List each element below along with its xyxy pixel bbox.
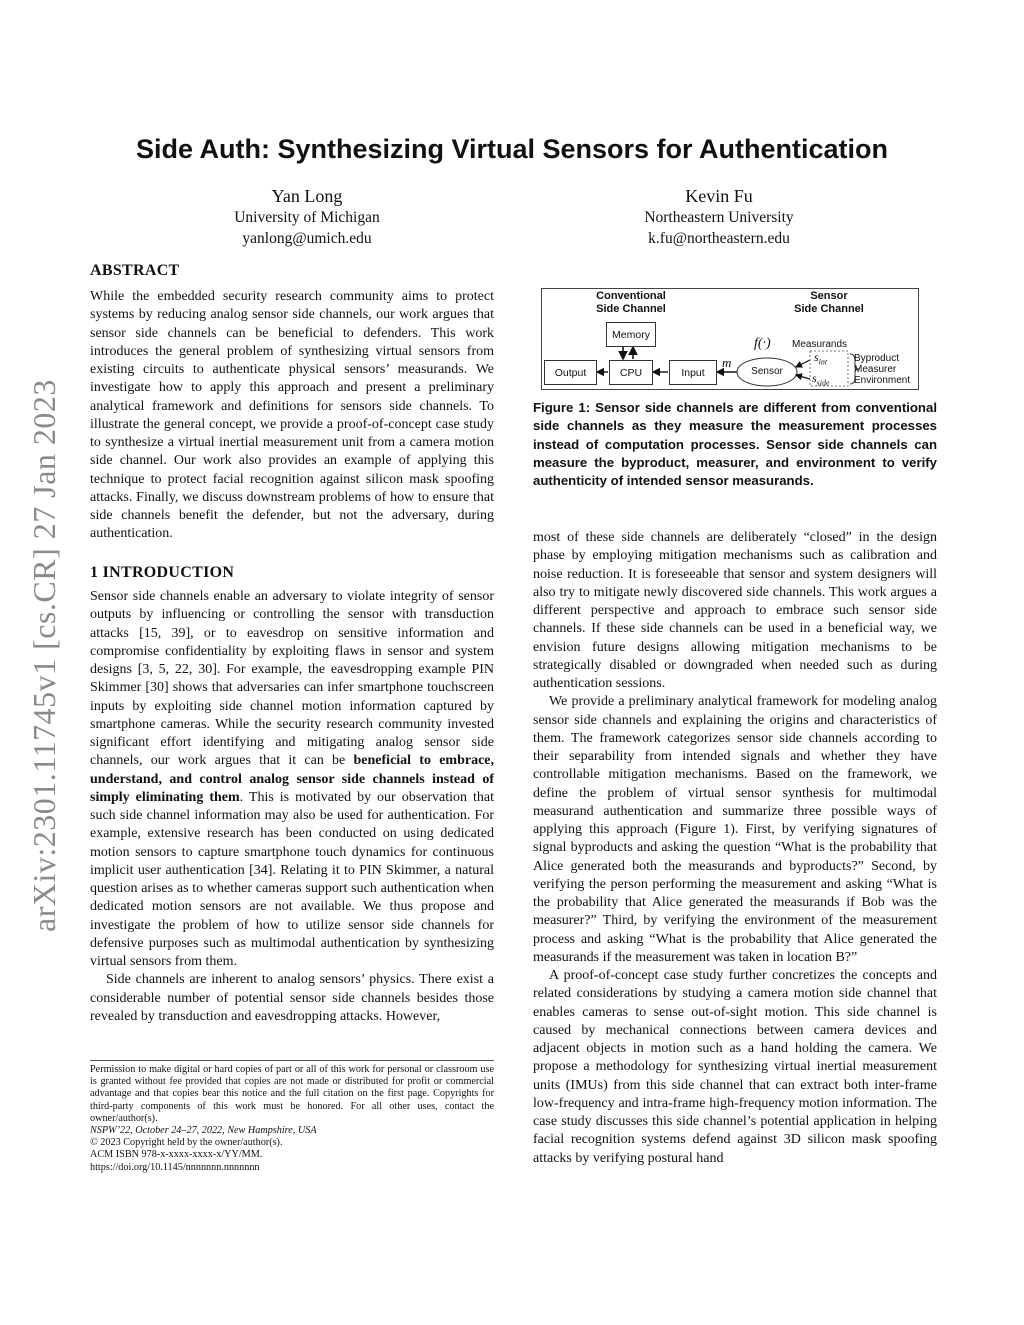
author-name: Kevin Fu xyxy=(685,186,753,206)
paper-title: Side Auth: Synthesizing Virtual Sensors for Authentication xyxy=(135,134,889,164)
byproduct-label: Byproduct xyxy=(854,353,900,364)
footnote-rule xyxy=(90,1060,494,1061)
author-affiliation: University of Michigan xyxy=(234,209,380,226)
intro-col2-paragraph-3: A proof-of-concept case study further concretizes the concepts and related considerations by studying a camera motion side channel that enables cameras to sense out-of-sight motion. This side channel is caused by mechanical connections between camera devices and adjacent objects in motion such as a hand holding the camera. We propose a methodology for synthesizing virtual inertial measurement units (IMUs) from this side channel that can extract both inter-frame low-frequency and intra-frame high-frequency motion information. The case study discusses this side channel’s potential application in helping facial recognition systems defend against 3D silicon mask spoofing attacks by verifying postural hand xyxy=(533,968,937,1166)
abstract-body xyxy=(90,288,494,544)
f-label: f(·) xyxy=(754,336,771,351)
arrow-s-side xyxy=(796,375,810,379)
arxiv-stamp-text: arXiv:2301.11745v1 [cs.CR] 27 Jan 2023 xyxy=(25,378,62,932)
figure-1 xyxy=(541,288,919,390)
intro-col2-paragraph-1: most of these side channels are deliberately “closed” in the design phase by employing mitigation mechanisms such as calibration and noise reduction. It is foreseeable that sensor and system designers will also try to mitigate newly discovered side channels. This work argues a different perspective and approach to embrace such sensor side channels. If these side channels can be used in a beneficial way, we envision future designs allowing mitigation mechanisms to be strategically disabled or downgraded when needed such as during authentication sessions. xyxy=(533,530,937,691)
figure-1-caption: Figure 1: Sensor side channels are different from conventional side channels as they measure the measurement processes instead of computation processes. Sensor side channels can measure the byproduct, measurer, and environment to verify authenticity of intended sensor measurands. xyxy=(533,400,937,489)
intro-paragraph-2: Side channels are inherent to analog sensors’ physics. There exist a considerable number of potential sensor side channels besides those revealed by transduction and eavesdropping attacks. However, xyxy=(90,972,494,1024)
footnote-copyright: © 2023 Copyright held by the owner/author(s). xyxy=(90,1137,283,1149)
header-sensor-line1: Sensor xyxy=(810,290,848,302)
header-sensor-line2: Side Channel xyxy=(794,303,864,315)
output-box: Output xyxy=(544,360,597,385)
intro-heading: 1 INTRODUCTION xyxy=(90,564,235,581)
author-block-1 xyxy=(137,186,477,249)
footnote-venue: NSPW’22, October 24–27, 2022, New Hampshire, USA xyxy=(90,1125,317,1137)
author-email[interactable]: k.fu@northeastern.edu xyxy=(648,230,790,247)
intro-p1-text-a: Sensor side channels enable an adversary to violate integrity of sensor outputs by influencing or controlling the sensor with transduction attacks [15, 39], or to eavesdrop on sensitive information and compromise confidentiality by exploiting flaws in sensor and system designs [3, 5, 22, 30]. For example, the eavesdropping example PIN Skimmer [30] shows that adversaries can infer smartphone touchscreen inputs by exploiting side channel motion information captured by smartphone cameras. While the security research community invested significant effort identifying and mitigating analog sensor side channels, our work argues that it can be xyxy=(90,589,494,769)
s-int-subscript: int xyxy=(818,357,828,367)
s-int-label xyxy=(814,350,827,366)
footnote-isbn: ACM ISBN 978-x-xxxx-xxxx-x/YY/MM. xyxy=(90,1149,263,1161)
author-email[interactable]: yanlong@umich.edu xyxy=(242,230,372,247)
input-box: Input xyxy=(669,360,717,385)
header-conventional-line2: Side Channel xyxy=(596,303,666,315)
footnote xyxy=(90,1064,494,1174)
author-name: Yan Long xyxy=(271,186,343,206)
cpu-box: CPU xyxy=(609,360,653,385)
intro-col2-paragraph-2: We provide a preliminary analytical framework for modeling analog sensor side channels and explaining the origins and characteristics of them. The framework categorizes sensor side channels according to their separability from intended signals and whether they have controllable mitigation mechanisms. Based on the framework, we define the problem of virtual sensor synthesis for multimodal measurand authentication and summarize three possible ways of applying this approach (Figure 1). First, by verifying signatures of signal byproducts and asking the question “What is the probability that Alice generated both the measurands and byproducts?” Second, by verifying the person performing the measurement and asking “What is the probability that Alice generated the measurands if Bob was the measurer?” Third, by verifying the environment of the measurement process and asking “What is the probability that Alice generated the measurands if the measurement was taken in location B?” xyxy=(533,694,937,965)
arxiv-stamp xyxy=(16,365,72,945)
intro-p1-text-b: . This is motivated by our observation that such side channel information may also be used for authentication. For example, extensive research has been conducted on using dedicated motion sensors to capture smartphone touch dynamics for continuous implicit user authentication [34]. Relating it to PIN Skimmer, a natural question arises as to whether cameras support such authentication when dedicated motion sensors are not available. We thus propose and investigate the problem of how to utilize sensor side channels for defensive purposes such as multimodal authentication by synthesizing virtual sensors from them. xyxy=(90,789,495,969)
s-side-subscript: side xyxy=(816,378,830,388)
header-sensor xyxy=(774,290,884,316)
memory-box: Memory xyxy=(606,322,656,347)
author-affiliation: Northeastern University xyxy=(644,209,794,226)
measurands-label: Measurands xyxy=(792,339,848,350)
header-conventional-line1: Conventional xyxy=(596,290,666,302)
measurer-label: Measurer xyxy=(854,364,897,375)
intro-p1-bold: beneficial to embrace, understand, and control analog sensor side channels instead of simply eliminating them xyxy=(90,753,494,805)
intro-paragraph-1 xyxy=(90,588,494,971)
footnote-doi[interactable]: https://doi.org/10.1145/nnnnnnn.nnnnnnn xyxy=(90,1161,260,1173)
s-int-symbol: s xyxy=(814,350,819,364)
arrow-s-int xyxy=(796,360,810,367)
header-conventional xyxy=(572,290,690,316)
sensor-label: Sensor xyxy=(751,366,783,377)
intro-column-left xyxy=(90,588,494,1026)
abstract-heading: ABSTRACT xyxy=(90,262,180,279)
abstract-text: While the embedded security research community aims to protect systems by reducing analog sensor side channels, our work argues that sensor side channels can be beneficial to defenders. This work introduces the general problem of synthesizing virtual sensors from existing circuits to authenticate physical sensors’ measurands. We investigate how to apply this approach and present a preliminary analytical framework and definitions for sensors side channels. To illustrate the general concept, we provide a proof-of-concept case study to synthesize a virtual inertial measurement unit from a camera motion side channel. Our work also provides an example of applying this technique to protect facial recognition against silicon mask spoofing attacks. Finally, we discuss downstream problems of how to ensure that side channels benefit the defender, but not the adversary, during authentication. xyxy=(90,289,494,542)
s-side-label xyxy=(812,371,830,387)
author-block-2 xyxy=(549,186,889,249)
footnote-permission: Permission to make digital or hard copies of part or all of this work for personal or classroom use is granted without fee provided that copies are not made or distributed for profit or commercial advantage and that copies bear this notice and the full citation on the first page. Copyrights for third-party components of this work must be honored. For all other uses, contact the owner/author(s). xyxy=(90,1064,494,1124)
environment-label: Environment xyxy=(854,375,911,386)
intro-column-right xyxy=(533,529,937,1168)
s-side-symbol: s xyxy=(812,371,817,385)
m-label: m xyxy=(722,355,732,370)
